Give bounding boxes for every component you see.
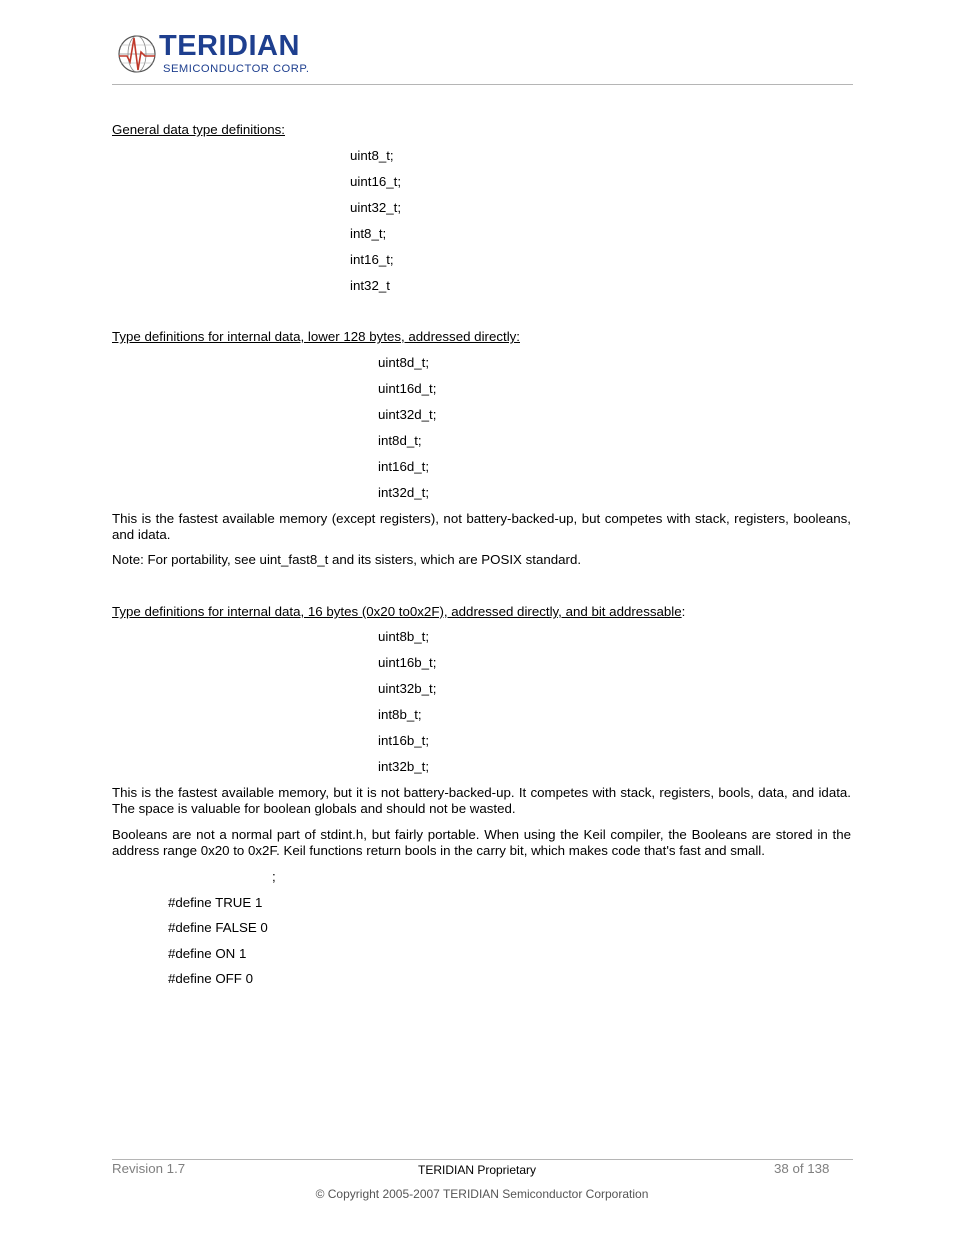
section-heading-internal-data: Type definitions for internal data, lower 128 bytes, addressed directly: <box>112 329 520 344</box>
type-item: int16d_t; <box>378 459 430 474</box>
type-item: uint16_t; <box>350 174 402 189</box>
footer-revision: Revision 1.7 <box>112 1161 186 1176</box>
define-line: #define ON 1 <box>168 946 247 961</box>
globe-waveform-icon <box>117 32 157 76</box>
type-item: int16b_t; <box>378 733 430 748</box>
type-item: int8_t; <box>350 226 387 241</box>
define-line: #define FALSE 0 <box>168 920 268 935</box>
section-heading-bit-addressable <box>112 604 685 620</box>
body-paragraph: This is the fastest available memory (except registers), not battery-backed-up, but competes with stack, registers, booleans, and idata. <box>112 511 851 542</box>
footer-divider <box>112 1159 853 1160</box>
type-item: uint32_t; <box>350 200 402 215</box>
note-paragraph: Note: For portability, see uint_fast8_t and its sisters, which are POSIX standard. <box>112 552 582 567</box>
body-paragraph: Booleans are not a normal part of stdint.h, but fairly portable. When using the Keil compiler, the Booleans are stored in the address range 0x20 to 0x2F. Keil functions return bools in the carry bit, which makes code that's fast and small. <box>112 827 851 858</box>
type-item: uint16b_t; <box>378 655 437 670</box>
type-item: uint8_t; <box>350 148 394 163</box>
type-item: int32_t <box>350 278 390 293</box>
define-line: #define TRUE 1 <box>168 895 263 910</box>
type-item: uint32b_t; <box>378 681 437 696</box>
heading-colon: : <box>681 604 686 619</box>
footer-proprietary: TERIDIAN Proprietary <box>417 1163 537 1177</box>
type-item: int8b_t; <box>378 707 422 722</box>
header-divider <box>112 84 853 85</box>
section-heading-general-types: General data type definitions: <box>112 122 285 137</box>
logo-subtitle: SEMICONDUCTOR CORP. <box>163 63 310 75</box>
heading-text: Type definitions for internal data, 16 bytes (0x20 to0x2F), addressed directly, and bit addressable <box>112 604 682 619</box>
type-item: int8d_t; <box>378 433 422 448</box>
type-item: int16_t; <box>350 252 394 267</box>
teridian-logo <box>117 32 317 78</box>
type-item: int32d_t; <box>378 485 430 500</box>
footer-page-number: 38 of 138 <box>774 1161 830 1176</box>
logo-wordmark: TERIDIAN <box>159 30 300 62</box>
type-item: int32b_t; <box>378 759 430 774</box>
type-item: uint8d_t; <box>378 355 430 370</box>
type-item: uint8b_t; <box>378 629 430 644</box>
define-line: #define OFF 0 <box>168 971 253 986</box>
body-paragraph: This is the fastest available memory, but it is not battery-backed-up. It competes with stack, registers, bools, data, and idata. The space is valuable for boolean globals and should not be wasted. <box>112 785 851 816</box>
type-item: uint32d_t; <box>378 407 437 422</box>
stray-semicolon: ; <box>272 869 276 884</box>
type-item: uint16d_t; <box>378 381 437 396</box>
footer-copyright: © Copyright 2005-2007 TERIDIAN Semiconductor Corporation <box>315 1187 649 1201</box>
